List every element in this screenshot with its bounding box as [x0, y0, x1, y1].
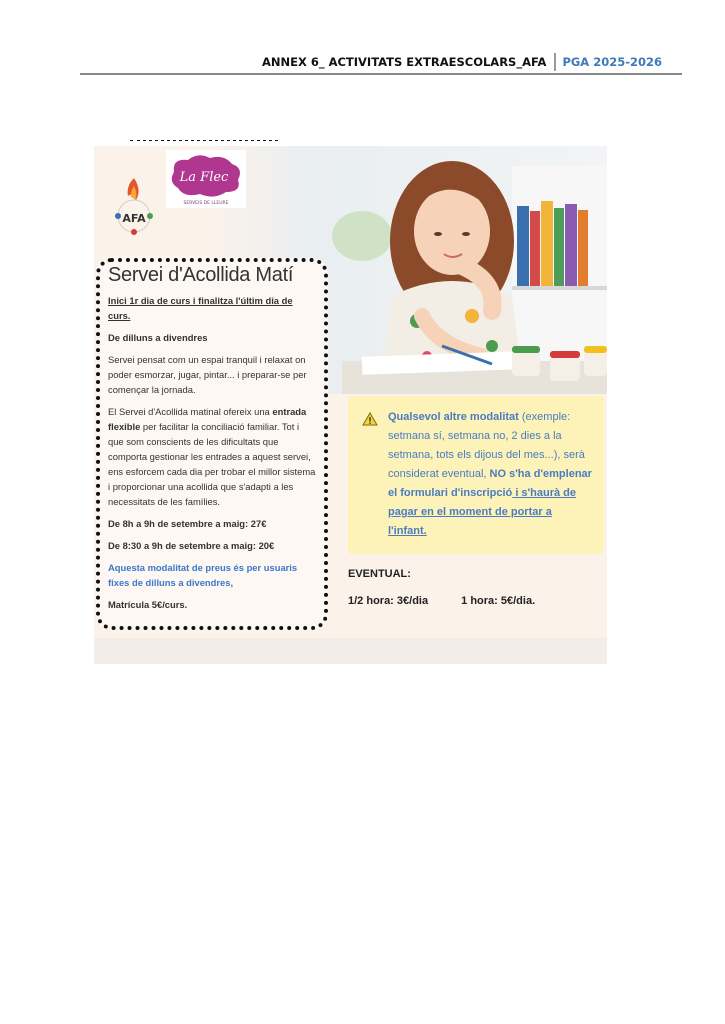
service-dates: Inici 1r dia de curs i finalitza l'últim dia de curs.	[108, 295, 293, 321]
note-underline: i s'haurà de pagar en el moment de portar a l'infant.	[388, 487, 577, 537]
afa-logo-text: AFA	[122, 212, 146, 225]
poster-bottom-strip	[94, 638, 607, 664]
eventual-note-box	[348, 396, 604, 554]
flex-text-2: per facilitar la conciliació familiar. Tot i que som conscients de les dificultats que comporta gestionar les entrades a aquest servei, ens esforcem cada dia per trobar el millor sistema i proporcionar una acollida que s'adapti a les necessitats de les famílies.	[108, 421, 316, 507]
price-one-hour: 1 hora: 5€/dia.	[461, 595, 536, 607]
flex-text-bold: entrada flexible	[108, 406, 307, 432]
note-bold-2: NO s'ha d'emplenar el formulari d'inscripció	[388, 468, 592, 499]
pricing-note: Aquesta modalitat de preus és per usuaris fixes de dilluns a divendres,	[108, 562, 298, 588]
price-half-hour: 1/2 hora: 3€/dia	[348, 595, 429, 607]
registration-fee: Matrícula 5€/curs.	[108, 599, 188, 610]
header-rule	[80, 73, 682, 75]
note-text	[388, 411, 592, 537]
pga-title: PGA 2025-2026	[562, 55, 662, 69]
poster	[94, 140, 607, 664]
service-days: De dilluns a divendres	[108, 332, 208, 343]
eventual-title: EVENTUAL:	[348, 568, 411, 580]
eventual-prices	[348, 595, 604, 607]
note-text-1: (exemple: setmana sí, setmana no, 2 dies a la setmana, tots els dijous del mes...), serà considerat eventual,	[388, 411, 585, 480]
la-flec-logo-text: La Flec	[179, 170, 229, 185]
note-bold-1: Qualsevol altre modalitat	[388, 411, 519, 423]
page-header	[80, 50, 680, 74]
warning-icon	[362, 412, 378, 426]
flex-text-1: El Servei d'Acollida matinal ofereix una	[108, 406, 273, 417]
morning-service-box	[96, 258, 328, 630]
price-830h: De 8:30 a 9h de setembre a maig: 20€	[108, 540, 275, 551]
service-description: Servei pensat com un espai tranquil i relaxat on poder esmorzar, jugar, pintar... i preparar-se per començar la jornada.	[108, 354, 307, 395]
price-8h: De 8h a 9h de setembre a maig: 27€	[108, 518, 267, 529]
annex-title: ANNEX 6_ ACTIVITATS EXTRAESCOLARS_AFA	[261, 55, 547, 69]
service-title: Servei d'Acollida Matí	[108, 264, 294, 286]
afa-logo	[104, 170, 164, 240]
la-flec-logo-subtitle: SERVEIS DE LLEURE	[183, 201, 229, 206]
service-flexible-entry	[108, 404, 316, 509]
la-flec-logo	[166, 150, 246, 208]
header-separator	[554, 53, 556, 71]
